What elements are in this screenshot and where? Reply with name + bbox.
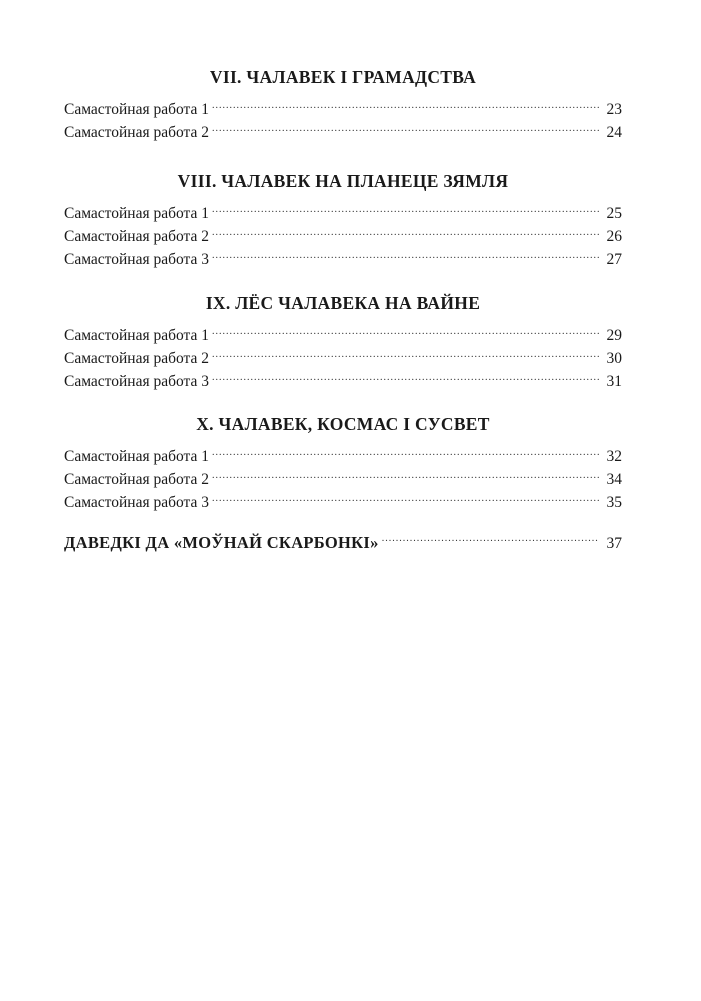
- toc-entry[interactable]: [64, 248, 622, 271]
- dot-leader: [212, 492, 599, 508]
- toc-entry[interactable]: [64, 324, 622, 347]
- dot-leader: [212, 249, 599, 265]
- entry-page-number: 34: [606, 471, 622, 488]
- entry-page-number: 35: [606, 494, 622, 511]
- toc-entry[interactable]: [64, 202, 622, 225]
- entry-page-number: 29: [606, 327, 622, 344]
- toc-section-8: [64, 170, 622, 271]
- dot-leader: [212, 446, 599, 462]
- toc-section-7: [64, 66, 622, 144]
- entry-label: Самастойная работа 2: [64, 228, 210, 245]
- entry-page-number: 24: [606, 124, 622, 141]
- entry-page-number: 30: [606, 350, 622, 367]
- dot-leader: [212, 203, 599, 219]
- toc-entry[interactable]: [64, 347, 622, 370]
- toc-entry[interactable]: [64, 225, 622, 248]
- entry-page-number: 27: [606, 251, 622, 268]
- dot-leader: [212, 348, 599, 364]
- dot-leader: [382, 533, 599, 549]
- dot-leader: [212, 99, 599, 115]
- entry-page-number: 37: [606, 535, 622, 552]
- entry-label: Самастойная работа 1: [64, 448, 210, 465]
- dot-leader: [212, 371, 599, 387]
- toc-entry-appendix[interactable]: [64, 531, 622, 556]
- toc-entry[interactable]: [64, 445, 622, 468]
- entry-label: Самастойная работа 1: [64, 205, 210, 222]
- entry-label: Самастойная работа 2: [64, 124, 210, 141]
- toc-entry[interactable]: [64, 98, 622, 121]
- entry-page-number: 25: [606, 205, 622, 222]
- toc-entry[interactable]: [64, 491, 622, 514]
- section-heading: VIII. ЧАЛАВЕК НА ПЛАНЕЦЕ ЗЯМЛЯ: [177, 171, 509, 191]
- entry-label: Самастойная работа 3: [64, 373, 210, 390]
- entry-label: Самастойная работа 3: [64, 251, 210, 268]
- entry-label: Самастойная работа 1: [64, 101, 210, 118]
- toc-section-9: [64, 292, 622, 393]
- toc-section-10: [64, 413, 622, 514]
- entry-label: Самастойная работа 1: [64, 327, 210, 344]
- section-heading: X. ЧАЛАВЕК, КОСМАС І СУСВЕТ: [196, 414, 490, 434]
- toc-entry[interactable]: [64, 121, 622, 144]
- dot-leader: [212, 226, 599, 242]
- toc-entry[interactable]: [64, 468, 622, 491]
- section-heading: IX. ЛЁС ЧАЛАВЕКА НА ВАЙНЕ: [205, 293, 481, 313]
- section-heading: VII. ЧАЛАВЕК І ГРАМАДСТВА: [209, 67, 477, 87]
- entry-page-number: 23: [606, 101, 622, 118]
- entry-page-number: 31: [606, 373, 622, 390]
- entry-page-number: 26: [606, 228, 622, 245]
- entry-label: Самастойная работа 2: [64, 471, 210, 488]
- dot-leader: [212, 122, 599, 138]
- entry-label: Самастойная работа 3: [64, 494, 210, 511]
- entry-label: Самастойная работа 2: [64, 350, 210, 367]
- dot-leader: [212, 469, 599, 485]
- dot-leader: [212, 325, 599, 341]
- toc-entry[interactable]: [64, 370, 622, 393]
- entry-label: ДАВЕДКІ ДА «МОЎНАЙ СКАРБОНКІ»: [64, 533, 379, 552]
- entry-page-number: 32: [606, 448, 622, 465]
- toc-appendix: [64, 531, 622, 556]
